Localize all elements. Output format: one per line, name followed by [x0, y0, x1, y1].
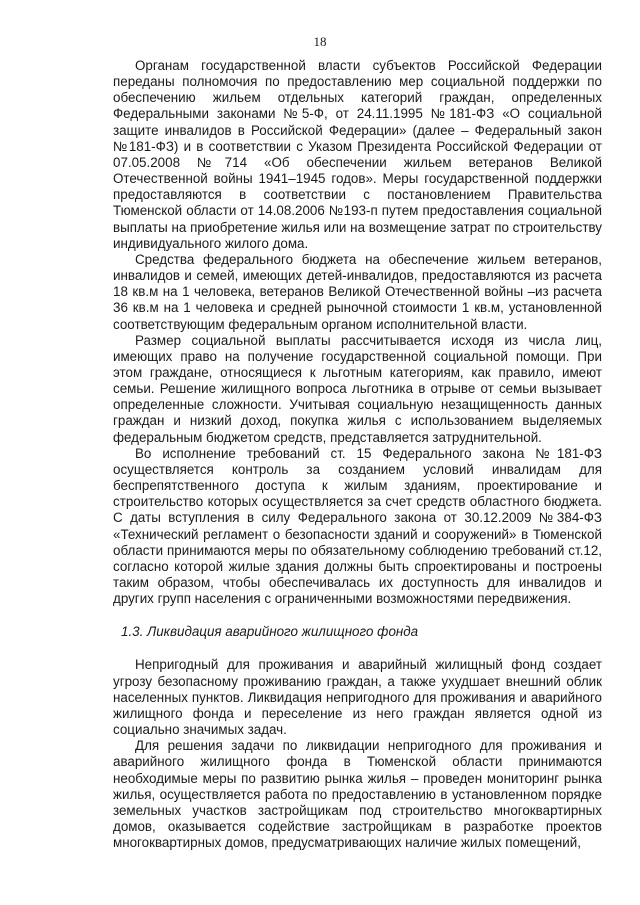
section-heading: 1.3. Ликвидация аварийного жилищного фонда — [121, 624, 419, 640]
page-number: 18 — [313, 34, 327, 49]
paragraph-accessibility: Во исполнение требований ст. 15 Федерального закона №181-ФЗ осуществляется контроль за созданием условий инвалидам для беспрепятственного доступа к жилым зданиям, проектирование и строительство которых осуществляется за счет средств областного бюджета. С даты вступления в силу Федерального закона от 30.12.2009 №384-ФЗ «Технический регламент о безопасности зданий и сооружений» в Тюменской области принимаются меры по обязательному соблюдению требований ст.12, согласно которой жилые здания должны быть спроектированы и построены таким образом, чтобы обеспечивалась их доступность для инвалидов и других групп населения с ограниченными возможностями передвижения. — [113, 445, 602, 607]
paragraph-measures: Для решения задачи по ликвидации непригодного для проживания и аварийного жилищного фонда в Тюменской области принимаются необходимые меры по развитию рынка жилья – проведен мониторинг рынка жилья, осуществляется работа по предоставлению в установленном порядке земельных участков застройщикам под строительство многоквартирных домов, оказывается содействие застройщикам в разработке проектов многоквартирных домов, предусматривающих наличие жилых помещений, — [113, 738, 602, 851]
document-body — [113, 58, 602, 851]
paragraph-emergency-housing: Непригодный для проживания и аварийный жилищный фонд создает угрозу безопасному проживанию граждан, а также ухудшает внешний облик населенных пунктов. Ликвидация непригодного для проживания и аварийного жилищного фонда и переселение из него граждан является одной из социально значимых задач. — [113, 657, 602, 738]
paragraph-payment-size: Размер социальной выплаты рассчитывается исходя из числа лиц, имеющих право на получение государственной социальной помощи. При этом граждане, относящиеся к льготным категориям, как правило, имеют семьи. Решение жилищного вопроса льготника в отрыве от семьи вызывает определенные сложности. Учитывая социальную незащищенность данных граждан и низкий доход, покупка жилья с использованием выделяемых федеральным бюджетом средств, представляется затруднительной. — [113, 332, 602, 445]
paragraph-federal-funds: Средства федерального бюджета на обеспечение жильем ветеранов, инвалидов и семей, имеющих детей-инвалидов, предоставляются из расчета 18 кв.м на 1 человека, ветеранов Великой Отечественной войны –из расчета 36 кв.м на 1 человека и средней рыночной стоимости 1 кв.м, установленной соответствующим федеральным органом исполнительной власти. — [113, 251, 602, 332]
paragraph-housing-powers: Органам государственной власти субъектов Российской Федерации переданы полномочия по предоставлению мер социальной поддержки по обеспечению жильем отдельных категорий граждан, определенных Федеральными законами №5-Ф, от 24.11.1995 №181-ФЗ «О социальной защите инвалидов в Российской Федерации» (далее – Федеральный закон №181-ФЗ) и в соответствии с Указом Президента Российской Федерации от 07.05.2008 №714 «Об обеспечении жильем ветеранов Великой Отечественной войны 1941–1945 годов». Меры государственной поддержки предоставляются в соответствии с постановлением Правительства Тюменской области от 14.08.2006 №193-п путем предоставления социальной выплаты на приобретение жилья или на возмещение затрат по строительству индивидуального жилого дома. — [113, 58, 602, 251]
